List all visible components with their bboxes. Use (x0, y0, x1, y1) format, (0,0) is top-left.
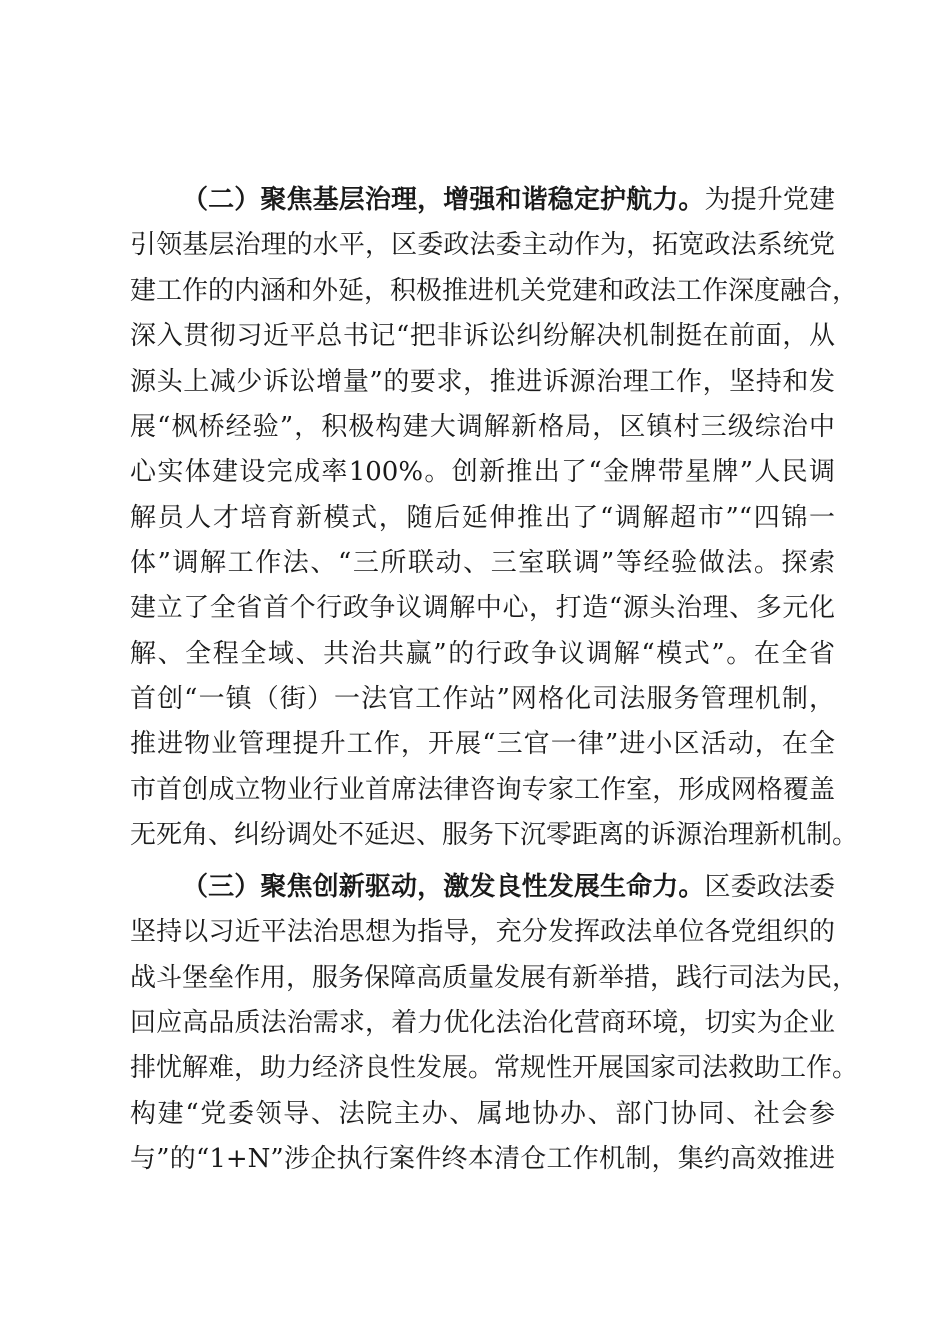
section3-line-5: 排忧解难，助力经济良性发展。常规性开展国家司法救助工作。 (130, 1053, 859, 1083)
section2-line-10: 建立了全省首个行政争议调解中心，打造“源头治理、多元化 (130, 593, 835, 623)
section2-line-1 (182, 185, 835, 215)
section2-line-11: 解、全程全域、共治共赢”的行政争议调解“模式”。在全省 (130, 639, 835, 669)
section2-line-12: 首创“一镇（街）一法官工作站”网格化司法服务管理机制， (130, 684, 835, 714)
section2-line-7: 心实体建设完成率100%。创新推出了“金牌带星牌”人民调 (130, 457, 835, 487)
section2-line-3: 建工作的内涵和外延，积极推进机关党建和政法工作深度融合， (130, 276, 859, 306)
section3-line-2: 坚持以习近平法治思想为指导，充分发挥政法单位各党组织的 (130, 917, 835, 947)
section2-line-4: 深入贯彻习近平总书记“把非诉讼纠纷解决机制挺在前面，从 (130, 321, 835, 351)
section2-line-2: 引领基层治理的水平，区委政法委主动作为，拓宽政法系统党 (130, 230, 835, 260)
section2-line-1-text: 为提升党建 (704, 185, 835, 215)
section3-line-3: 战斗堡垒作用，服务保障高质量发展有新举措，践行司法为民， (130, 963, 859, 993)
section2-line-6: 展“枫桥经验”，积极构建大调解新格局，区镇村三级综治中 (130, 412, 835, 442)
section3-line-7: 与”的“1+N”涉企执行案件终本清仓工作机制，集约高效推进 (130, 1144, 835, 1174)
section3-heading: （三）聚焦创新驱动，激发良性发展生命力。 (182, 872, 705, 902)
section2-heading: （二）聚焦基层治理，增强和谐稳定护航力。 (182, 185, 705, 215)
section2-line-15: 无死角、纠纷调处不延迟、服务下沉零距离的诉源治理新机制。 (130, 820, 859, 850)
section3-line-4: 回应高品质法治需求，着力优化法治化营商环境，切实为企业 (130, 1008, 835, 1038)
section2-line-14: 市首创成立物业行业首席法律咨询专家工作室，形成网格覆盖 (130, 775, 835, 805)
section3-line-1 (182, 872, 835, 902)
section2-line-8: 解员人才培育新模式，随后延伸推出了“调解超市”“四锦一 (130, 503, 835, 533)
section3-line-6: 构建“党委领导、法院主办、属地协办、部门协同、社会参 (130, 1099, 835, 1129)
section2-line-13: 推进物业管理提升工作，开展“三官一律”进小区活动，在全 (130, 729, 835, 759)
section2-line-9: 体”调解工作法、“三所联动、三室联调”等经验做法。探索 (130, 548, 835, 578)
section2-line-5: 源头上减少诉讼增量”的要求，推进诉源治理工作，坚持和发 (130, 367, 835, 397)
section3-line-1-text: 区委政法委 (704, 872, 835, 902)
